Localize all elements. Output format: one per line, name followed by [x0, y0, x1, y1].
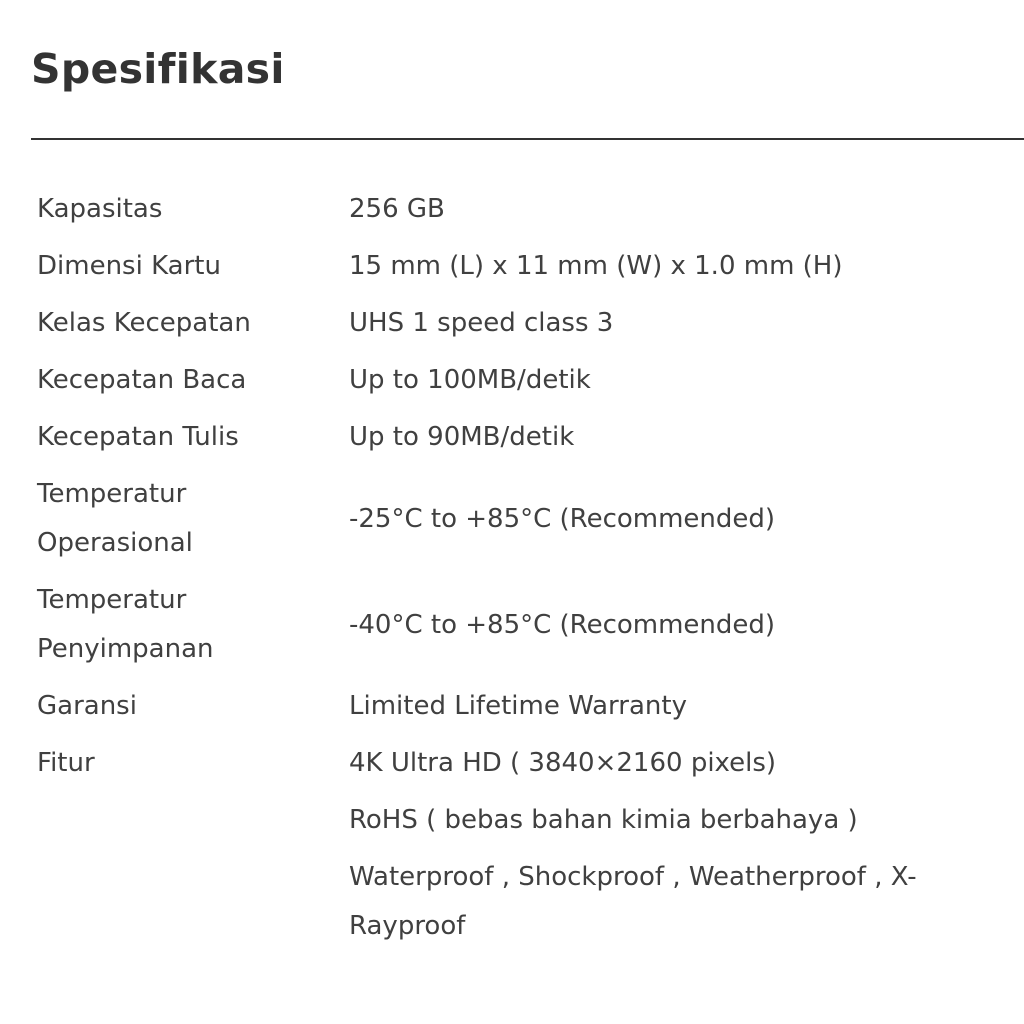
fitur-item: RoHS ( bebas bahan kimia berbahaya ): [349, 805, 858, 835]
fitur-item: Waterproof , Shockproof , Weatherproof , X-Rayproof: [349, 862, 917, 941]
spec-value: UHS 1 speed class 3: [349, 308, 614, 338]
spec-label: Kecepatan Tulis: [37, 422, 239, 452]
spec-row-kecepatan-baca: [37, 352, 997, 409]
spec-label: Kapasitas: [37, 194, 163, 224]
spec-value: 15 mm (L) x 11 mm (W) x 1.0 mm (H): [349, 251, 843, 281]
spec-value: 256 GB: [349, 194, 445, 224]
spec-value: Up to 100MB/detik: [349, 365, 591, 395]
spec-value: -40°C to +85°C (Recommended): [349, 609, 776, 640]
spec-row-dimensi: [37, 238, 997, 295]
spec-label: Kelas Kecepatan: [37, 308, 251, 338]
spec-row-kecepatan-tulis: [37, 409, 997, 466]
spec-row-kelas-kecepatan: [37, 295, 997, 352]
spec-row-temperatur-operasional: [37, 466, 997, 572]
spec-value: -25°C to +85°C (Recommended): [349, 503, 776, 534]
fitur-item: 4K Ultra HD ( 3840×2160 pixels): [349, 748, 777, 778]
fitur-list: [349, 739, 997, 959]
spec-label: Kecepatan Baca: [37, 365, 247, 395]
spec-value: Up to 90MB/detik: [349, 422, 575, 452]
spec-table: [37, 181, 997, 963]
spec-row-temperatur-penyimpanan: [37, 572, 997, 678]
spec-row-fitur: [37, 735, 997, 963]
page-title: Spesifikasi: [31, 45, 285, 93]
spec-row-garansi: [37, 678, 997, 735]
spec-label: Dimensi Kartu: [37, 251, 221, 281]
title-divider: [31, 138, 1024, 140]
spec-row-kapasitas: [37, 181, 997, 238]
spec-value: Limited Lifetime Warranty: [349, 691, 687, 721]
spec-label: Temperatur Operasional: [37, 479, 193, 558]
spec-label: Fitur: [37, 748, 95, 778]
spec-label: Garansi: [37, 691, 137, 721]
spec-label: Temperatur Penyimpanan: [37, 585, 214, 664]
